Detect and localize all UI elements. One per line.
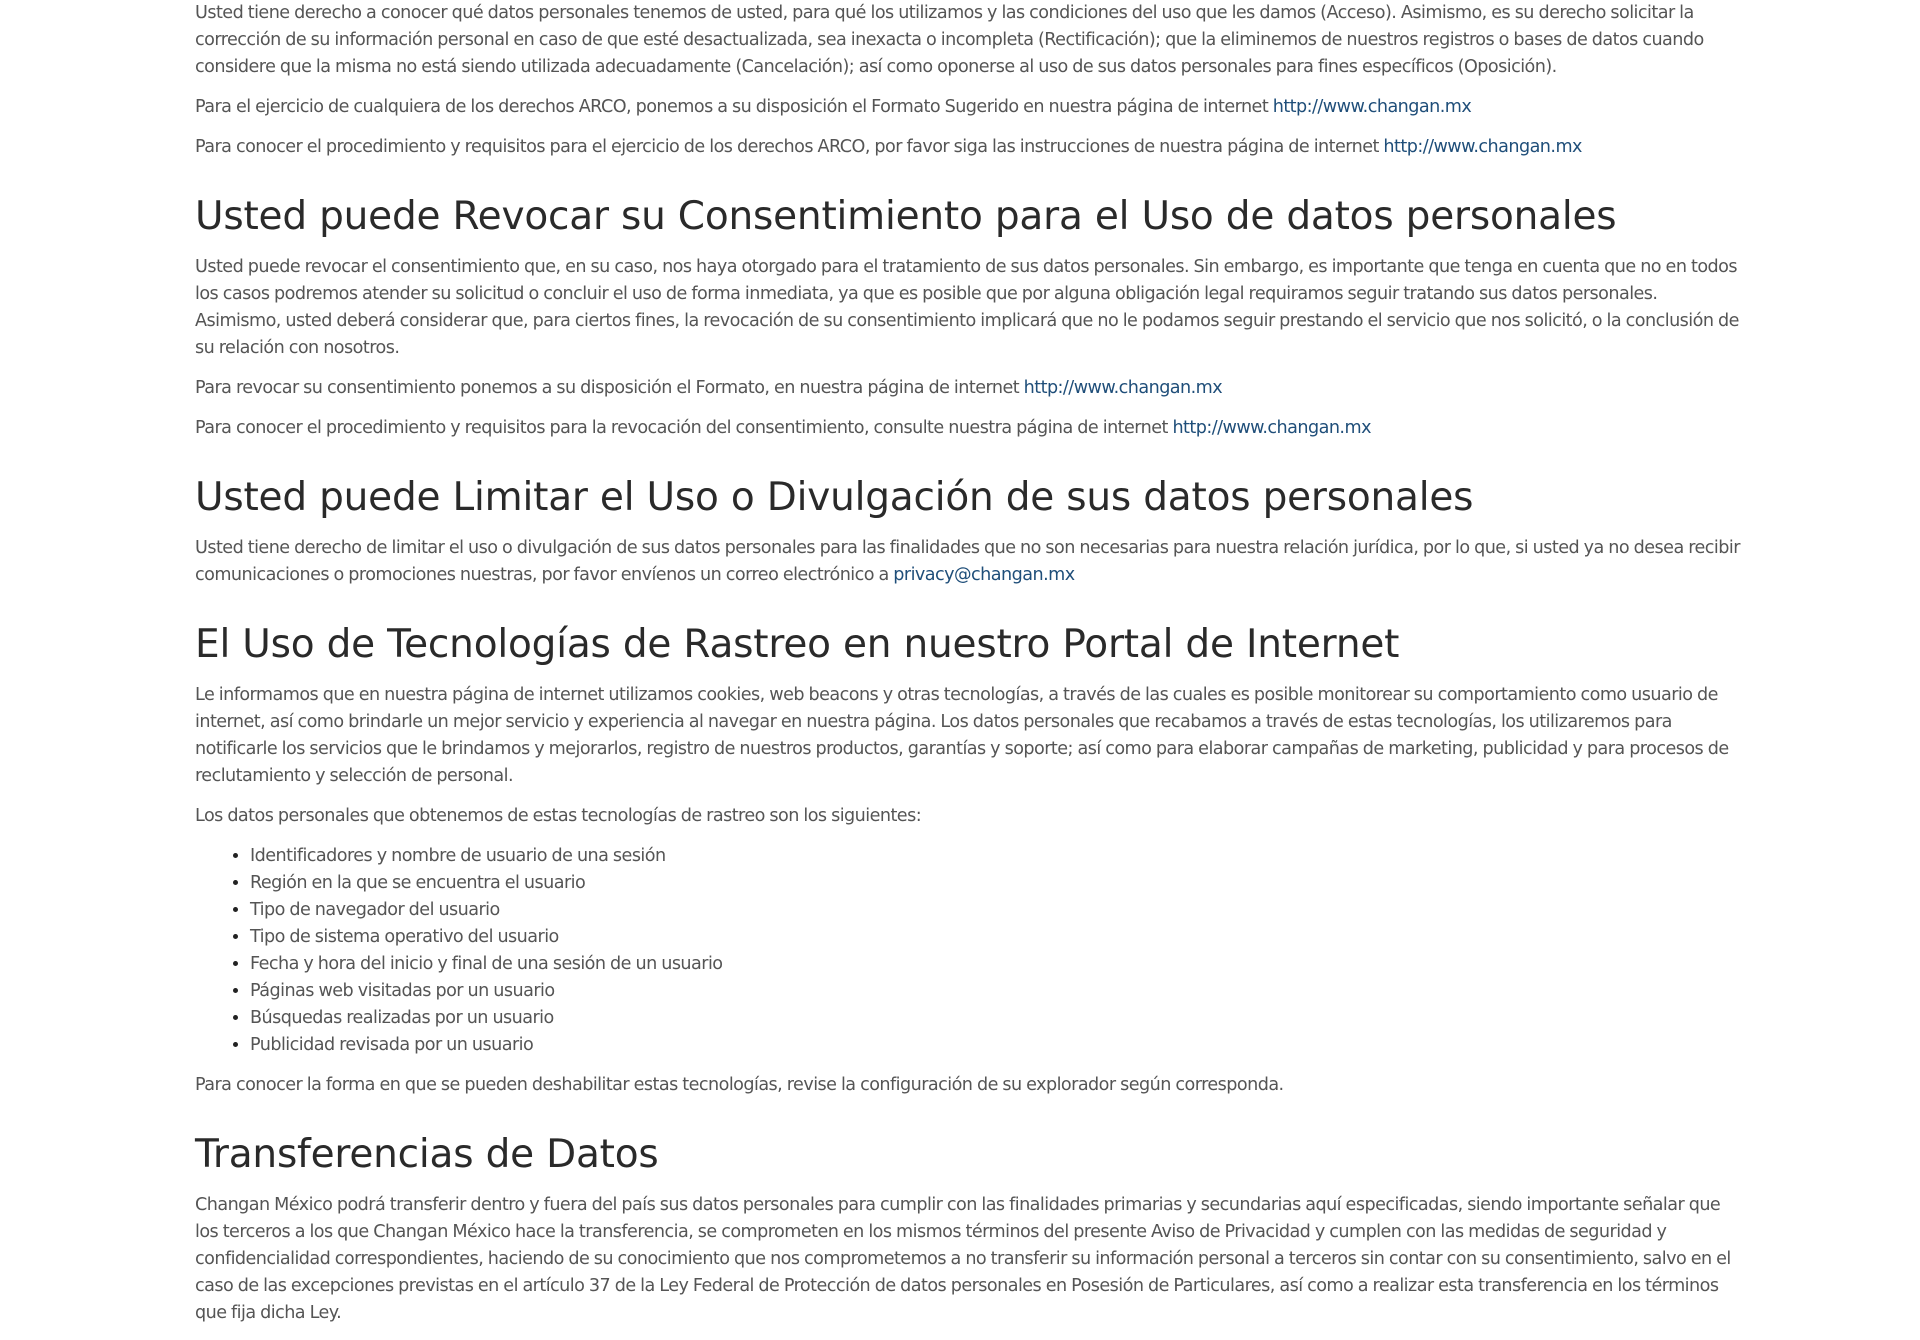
list-item: • Fecha y hora del inicio y final de una sesión de un usuario <box>250 951 1745 978</box>
arco-paragraph-3 <box>195 134 1745 161</box>
transfers-paragraph-1: Changan México podrá transferir dentro y fuera del país sus datos personales para cumplir con las finalidades primarias y secundarias aquí especificadas, siendo importante señalar que los terceros a los que Changan México hace la transferencia, se comprometen en los mismos términos del presente Aviso de Privacidad y cumplen con las medidas de seguridad y confidencialidad correspondientes, haciendo de su conocimiento que nos comprometemos a no transferir su información personal a terceros sin contar con su consentimiento, salvo en el caso de las excepciones previstas en el artículo 37 de la Ley Federal de Protección de datos personales en Posesión de Particulares, así como a realizar esta transferencia en los términos que fija dicha Ley. <box>195 1195 1731 1323</box>
limit-paragraph-1-text: Usted tiene derecho de limitar el uso o divulgación de sus datos personales para las finalidades que no son necesarias para nuestra relación jurídica, por lo que, si usted ya no desea recibir comunicaciones o promociones nuestras, por favor envíenos un correo electrónico a <box>195 538 1740 585</box>
section-limit-use <box>195 474 1745 589</box>
revoke-paragraph-3-text: Para conocer el procedimiento y requisitos para la revocación del consentimiento, consulte nuestra página de internet <box>195 418 1173 438</box>
arco-format-link[interactable]: http://www.changan.mx <box>1272 97 1472 117</box>
list-item: • Región en la que se encuentra el usuario <box>250 870 1745 897</box>
arco-procedure-link[interactable]: http://www.changan.mx <box>1383 137 1582 157</box>
tracking-data-list <box>195 843 1745 1059</box>
revoke-format-link[interactable]: http://www.changan.mx <box>1023 378 1223 398</box>
revoke-paragraph-2 <box>195 375 1745 402</box>
arco-paragraph-3-text: Para conocer el procedimiento y requisitos para el ejercicio de los derechos ARCO, por favor siga las instrucciones de nuestra página de internet <box>195 137 1384 157</box>
tracking-paragraph-3: Para conocer la forma en que se pueden deshabilitar estas tecnologías, revise la configuración de su explorador según corresponda. <box>195 1075 1284 1095</box>
tracking-paragraph-1: Le informamos que en nuestra página de internet utilizamos cookies, web beacons y otras tecnologías, a través de las cuales es posible monitorear su comportamiento como usuario de internet, así como brindarle un mejor servicio y experiencia al navegar en nuestra página. Los datos personales que recabamos a través de estas tecnologías, los utilizaremos para notificarle los servicios que le brindamos y mejorarlos, registro de nuestros productos, garantías y soporte; así como para elaborar campañas de marketing, publicidad y para procesos de reclutamiento y selección de personal. <box>195 685 1729 786</box>
revoke-paragraph-2-text: Para revocar su consentimiento ponemos a su disposición el Formato, en nuestra página de internet <box>195 378 1024 398</box>
section-arco-rights <box>195 0 1745 161</box>
arco-paragraph-1: Usted tiene derecho a conocer qué datos personales tenemos de usted, para qué los utilizamos y las condiciones del uso que les damos (Acceso). Asimismo, es su derecho solicitar la corrección de su información personal en caso de que esté desactualizada, sea inexacta o incompleta (Rectificación); que la eliminemos de nuestros registros o bases de datos cuando considere que la misma no está siendo utilizada adecuadamente (Cancelación); así como oponerse al uso de sus datos personales para fines específicos (Oposición). <box>195 3 1704 77</box>
arco-paragraph-2-text: Para el ejercicio de cualquiera de los derechos ARCO, ponemos a su disposición el Formato Sugerido en nuestra página de internet <box>195 97 1273 117</box>
list-item: • Búsquedas realizadas por un usuario <box>250 1005 1745 1032</box>
list-item: • Publicidad revisada por un usuario <box>250 1032 1745 1059</box>
revoke-procedure-link[interactable]: http://www.changan.mx <box>1172 418 1371 438</box>
list-item: • Tipo de sistema operativo del usuario <box>250 924 1745 951</box>
privacy-notice-content <box>195 0 1745 1340</box>
revoke-paragraph-3 <box>195 415 1745 442</box>
revoke-consent-heading: Usted puede Revocar su Consentimiento para el Uso de datos personales <box>195 194 1617 239</box>
list-item: • Identificadores y nombre de usuario de una sesión <box>250 843 1745 870</box>
limit-use-heading: Usted puede Limitar el Uso o Divulgación de sus datos personales <box>195 475 1474 520</box>
tracking-heading: El Uso de Tecnologías de Rastreo en nuestro Portal de Internet <box>195 622 1400 667</box>
tracking-paragraph-2: Los datos personales que obtenemos de estas tecnologías de rastreo son los siguientes: <box>195 806 922 826</box>
transfers-heading: Transferencias de Datos <box>195 1132 659 1177</box>
section-tracking-technologies <box>195 621 1745 1099</box>
section-revoke-consent <box>195 193 1745 442</box>
list-item: • Tipo de navegador del usuario <box>250 897 1745 924</box>
arco-paragraph-2 <box>195 94 1745 121</box>
list-item: • Páginas web visitadas por un usuario <box>250 978 1745 1005</box>
limit-paragraph-1 <box>195 535 1745 589</box>
privacy-email-link[interactable]: privacy@changan.mx <box>893 565 1075 585</box>
revoke-paragraph-1: Usted puede revocar el consentimiento que, en su caso, nos haya otorgado para el tratamiento de sus datos personales. Sin embargo, es importante que tenga en cuenta que no en todos los casos podremos atender su solicitud o concluir el uso de forma inmediata, ya que es posible que por alguna obligación legal requiramos seguir tratando sus datos personales. Asimismo, usted deberá considerar que, para ciertos fines, la revocación de su consentimiento implicará que no le podamos seguir prestando el servicio que nos solicitó, o la conclusión de su relación con nosotros. <box>195 257 1739 358</box>
